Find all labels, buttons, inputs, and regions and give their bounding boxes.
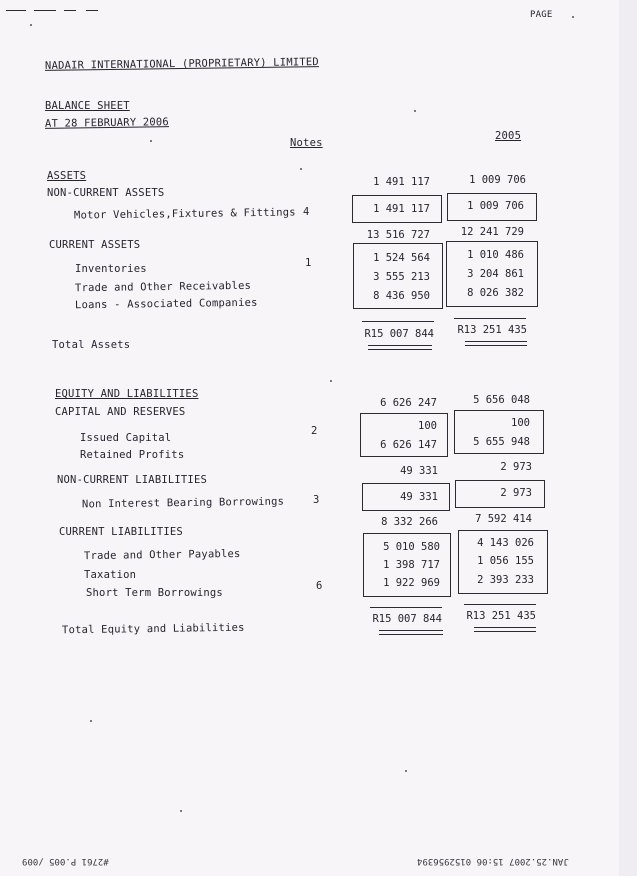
non-interest-borrowings-2006: 49 331 [400, 491, 438, 503]
non-current-assets-total-2005: 1 009 706 [469, 174, 526, 186]
non-current-assets-total-2006: 1 491 117 [373, 176, 430, 188]
motor-vehicles-label: Motor Vehicles,Fixtures & Fittings [73, 206, 296, 222]
assets-total-rule-2005 [454, 318, 526, 319]
total-equity-liabilities-2006: R15 007 844 [372, 613, 442, 625]
current-liability-2006-1: 1 398 717 [383, 559, 440, 571]
motor-vehicles-2006: 1 491 117 [373, 203, 430, 215]
capital-label-1: Retained Profits [80, 449, 185, 461]
capital-reserves-total-2006: 6 626 247 [380, 397, 437, 409]
current-asset-2005-0: 1 010 486 [467, 249, 524, 261]
current-asset-2005-1: 3 204 861 [467, 268, 524, 280]
capital-reserves-label: CAPITAL AND RESERVES [55, 406, 186, 418]
fax-header-right: #2761 P.005 /009 [22, 856, 109, 866]
top-dash-2 [34, 10, 56, 11]
statement-date: AT 28 FEBRUARY 2006 [44, 116, 169, 130]
scan-speck [300, 168, 302, 170]
non-current-liabilities-total-2005: 2 973 [500, 461, 532, 473]
current-assets-label: CURRENT ASSETS [49, 239, 141, 251]
total-assets-double-underline-2006 [368, 345, 432, 350]
current-assets-total-2006: 13 516 727 [366, 229, 430, 241]
capital-reserves-note: 2 [311, 425, 318, 437]
current-liability-label-0: Trade and Other Payables [83, 547, 241, 563]
current-asset-2006-0: 1 524 564 [373, 252, 430, 264]
current-liability-2006-2: 1 922 969 [383, 577, 440, 589]
capital-2006-0: 100 [418, 420, 437, 432]
non-interest-borrowings-label: Non Interest Bearing Borrowings [81, 495, 285, 511]
scan-speck [150, 140, 152, 142]
current-liability-2005-0: 4 143 026 [477, 537, 534, 549]
current-asset-label-1: Trade and Other Receivables [74, 279, 252, 295]
non-current-assets-label: NON-CURRENT ASSETS [47, 187, 165, 199]
current-asset-2006-2: 8 436 950 [373, 290, 430, 302]
total-assets-2005: R13 251 435 [457, 324, 527, 336]
company-name: NADAIR INTERNATIONAL (PROPRIETARY) LIMITED [44, 56, 319, 72]
non-interest-borrowings-note: 3 [313, 494, 320, 506]
scan-speck [90, 720, 92, 722]
current-liabilities-total-2005: 7 592 414 [475, 513, 532, 525]
equity-liabilities-heading: EQUITY AND LIABILITIES [55, 388, 199, 400]
current-liability-2005-2: 2 393 233 [477, 574, 534, 586]
current-liability-2006-0: 5 010 580 [383, 541, 440, 553]
statement-title: BALANCE SHEET [45, 100, 130, 112]
capital-2006-1: 6 626 147 [380, 439, 437, 451]
scan-speck [30, 24, 32, 26]
capital-label-0: Issued Capital [80, 432, 172, 444]
non-current-liabilities-label: NON-CURRENT LIABILITIES [57, 474, 207, 486]
total-equity-double-underline-2006 [379, 630, 443, 635]
total-assets-label: Total Assets [52, 339, 131, 351]
top-dash-1 [6, 10, 26, 11]
total-equity-liabilities-2005: R13 251 435 [466, 610, 536, 622]
current-liability-2005-1: 1 056 155 [477, 555, 534, 567]
current-liabilities-note: 6 [316, 580, 323, 592]
current-liability-label-1: Taxation [84, 569, 137, 581]
non-interest-borrowings-2005: 2 973 [500, 487, 532, 499]
notes-column-header: Notes [290, 137, 323, 149]
non-current-liabilities-total-2006: 49 331 [400, 465, 438, 477]
scan-speck [572, 16, 574, 18]
assets-total-rule-2006 [362, 321, 434, 322]
page-edge-shadow [619, 0, 637, 876]
current-asset-label-0: Inventories [75, 263, 147, 275]
motor-vehicles-note: 4 [303, 206, 310, 218]
total-assets-double-underline-2005 [465, 341, 527, 346]
total-assets-2006: R15 007 844 [364, 328, 434, 340]
assets-heading: ASSETS [47, 170, 87, 182]
total-equity-double-underline-2005 [474, 627, 536, 632]
current-assets-total-2005: 12 241 729 [460, 226, 524, 238]
capital-2005-1: 5 655 948 [473, 436, 530, 448]
current-asset-2005-2: 8 026 382 [467, 287, 524, 299]
current-liability-label-2: Short Term Borrowings [86, 587, 223, 599]
year-2005-header: 2005 [495, 130, 522, 142]
scan-speck [405, 770, 407, 772]
capital-reserves-total-2005: 5 656 048 [473, 394, 530, 406]
current-liabilities-label: CURRENT LIABILITIES [59, 526, 183, 538]
total-equity-liabilities-label: Total Equity and Liabilities [61, 621, 245, 637]
equity-total-rule-2006 [370, 607, 442, 608]
page-label: PAGE [530, 10, 553, 20]
motor-vehicles-2005: 1 009 706 [467, 200, 524, 212]
scan-speck [180, 810, 182, 812]
top-dash-4 [86, 10, 98, 11]
fax-header-left: JAN.25.2007 15:06 0152956394 [417, 856, 569, 866]
current-assets-note: 1 [305, 257, 312, 269]
current-asset-label-2: Loans - Associated Companies [74, 296, 258, 312]
scan-speck [414, 110, 416, 112]
equity-total-rule-2005 [464, 604, 536, 605]
current-asset-2006-1: 3 555 213 [373, 271, 430, 283]
current-liabilities-total-2006: 8 332 266 [381, 516, 438, 528]
top-dash-3 [64, 10, 76, 11]
scan-speck [330, 380, 332, 382]
capital-2005-0: 100 [511, 417, 530, 429]
